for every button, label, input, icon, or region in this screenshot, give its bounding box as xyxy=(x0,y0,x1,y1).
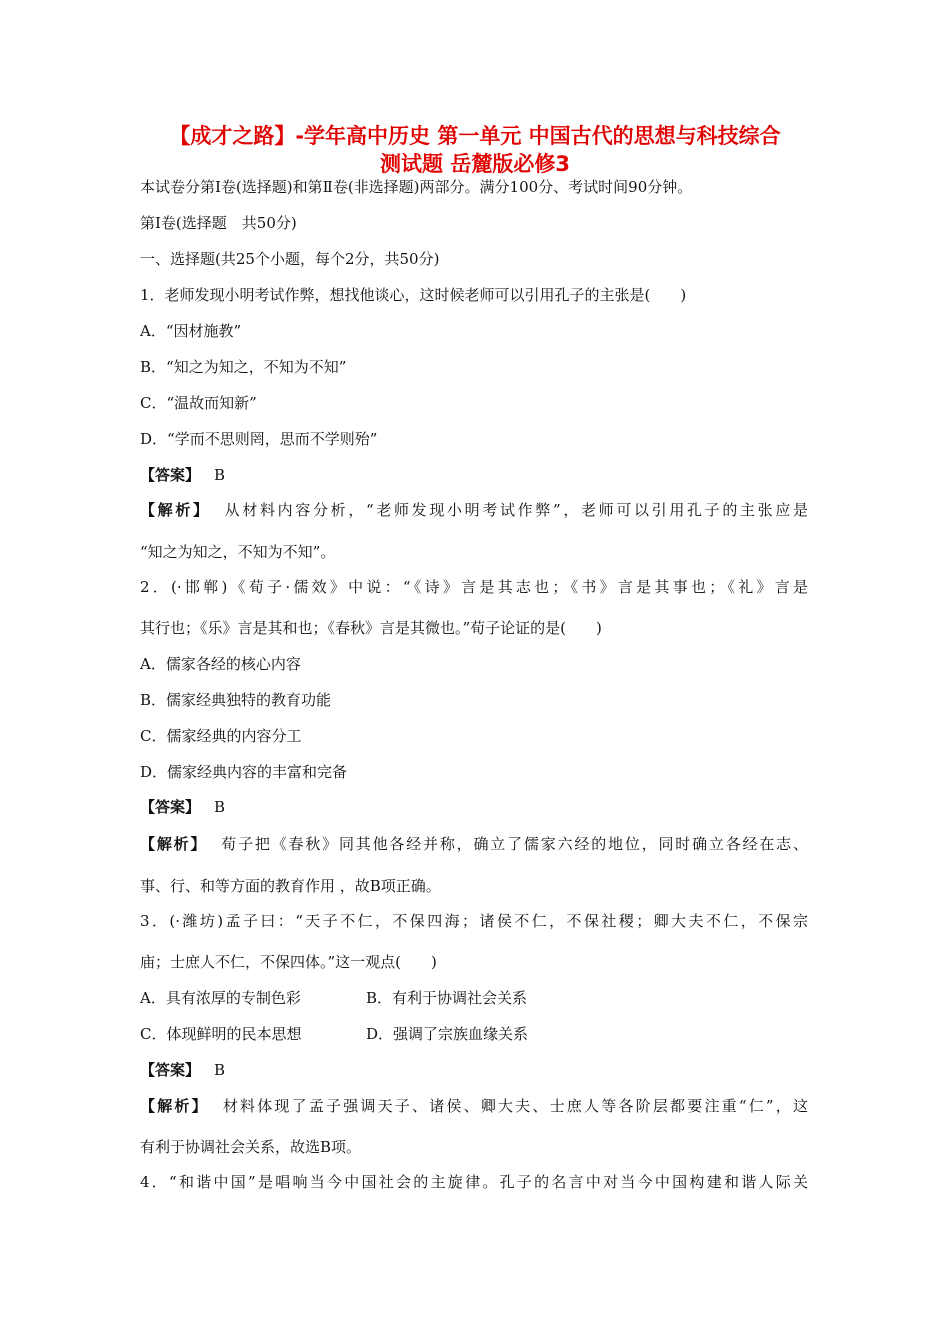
answer-value: B xyxy=(214,1061,226,1079)
q1-option-b: B．“知之为知之，不知为不知” xyxy=(140,358,347,376)
q1-stem: 1．老师发现小明考试作弊，想找他谈心，这时候老师可以引用孔子的主张是( ) xyxy=(140,286,687,304)
q2-option-d: D．儒家经典内容的丰富和完备 xyxy=(140,763,348,781)
q1-option-c: C．“温故而知新” xyxy=(140,394,257,412)
q3-option-c: C．体现鲜明的民本思想 xyxy=(140,1025,302,1043)
part1-heading: 第Ⅰ卷(选择题 共50分) xyxy=(140,214,297,232)
document-title-line-2: 测试题 岳麓版必修3 xyxy=(380,152,570,176)
q2-option-a: A．儒家各经的核心内容 xyxy=(140,655,301,673)
q3-option-d: D．强调了宗族血缘关系 xyxy=(366,1025,529,1043)
q1-answer xyxy=(140,465,225,485)
q3-analysis-line-2: 有利于协调社会关系，故选B项。 xyxy=(140,1138,362,1156)
q2-option-c: C．儒家经典的内容分工 xyxy=(140,727,302,745)
q2-analysis-line-2: 事、行、和等方面的教育作用 ，故B项正确。 xyxy=(140,877,441,895)
q1-analysis-line-2: “知之为知之，不知为不知”。 xyxy=(140,543,336,561)
q1-option-a: A．“因材施教” xyxy=(140,322,242,340)
analysis-text: 材料体现了孟子强调天子、诸侯、卿大夫、士庶人等各阶层都要注重“仁”，这 xyxy=(222,1097,808,1115)
q1-option-d: D．“学而不思则罔，思而不学则殆” xyxy=(140,430,378,448)
q3-option-a: A．具有浓厚的专制色彩 xyxy=(140,989,301,1007)
answer-tag: 【答案】 xyxy=(140,466,201,484)
q3-stem-line-1: 3．(·潍坊)孟子曰：“天子不仁，不保四海；诸侯不仁，不保社稷；卿大夫不仁，不保宗 xyxy=(140,912,808,930)
q2-analysis-line-1 xyxy=(140,834,808,854)
q1-analysis-line-1 xyxy=(140,500,808,520)
q3-stem-line-2: 庙；士庶人不仁，不保四体。”这一观点( ) xyxy=(140,953,437,971)
analysis-tag: 【解析】 xyxy=(140,835,208,853)
answer-value: B xyxy=(214,798,226,816)
q2-stem-line-1: 2．(·邯郸)《荀子·儒效》中说：“《诗》言是其志也；《书》言是其事也；《礼》言是 xyxy=(140,578,808,596)
answer-value: B xyxy=(214,466,226,484)
q3-analysis-line-1 xyxy=(140,1096,808,1116)
q4-stem-line-1: 4．“和谐中国”是唱响当今中国社会的主旋律。孔子的名言中对当今中国构建和谐人际关 xyxy=(140,1173,808,1191)
q2-answer xyxy=(140,797,225,817)
document-title-line-1: 【成才之路】-学年高中历史 第一单元 中国古代的思想与科技综合 xyxy=(169,124,781,148)
analysis-text: 荀子把《春秋》同其他各经并称，确立了儒家六经的地位，同时确立各经在志、 xyxy=(221,835,808,853)
q3-answer xyxy=(140,1060,225,1080)
section1-heading: 一、选择题(共25个小题，每个2分，共50分) xyxy=(140,250,440,268)
analysis-tag: 【解析】 xyxy=(140,501,211,519)
q2-stem-line-2: 其行也；《乐》言是其和也；《春秋》言是其微也。”荀子论证的是( ) xyxy=(140,619,602,637)
analysis-text: 从材料内容分析，“老师发现小明考试作弊”，老师可以引用孔子的主张应是 xyxy=(224,501,808,519)
answer-tag: 【答案】 xyxy=(140,1061,201,1079)
answer-tag: 【答案】 xyxy=(140,798,201,816)
intro-text: 本试卷分第Ⅰ卷(选择题)和第Ⅱ卷(非选择题)两部分。满分100分、考试时间90分钟。 xyxy=(140,178,693,196)
q3-option-b: B．有利于协调社会关系 xyxy=(366,989,528,1007)
q2-option-b: B．儒家经典独特的教育功能 xyxy=(140,691,332,709)
analysis-tag: 【解析】 xyxy=(140,1097,209,1115)
